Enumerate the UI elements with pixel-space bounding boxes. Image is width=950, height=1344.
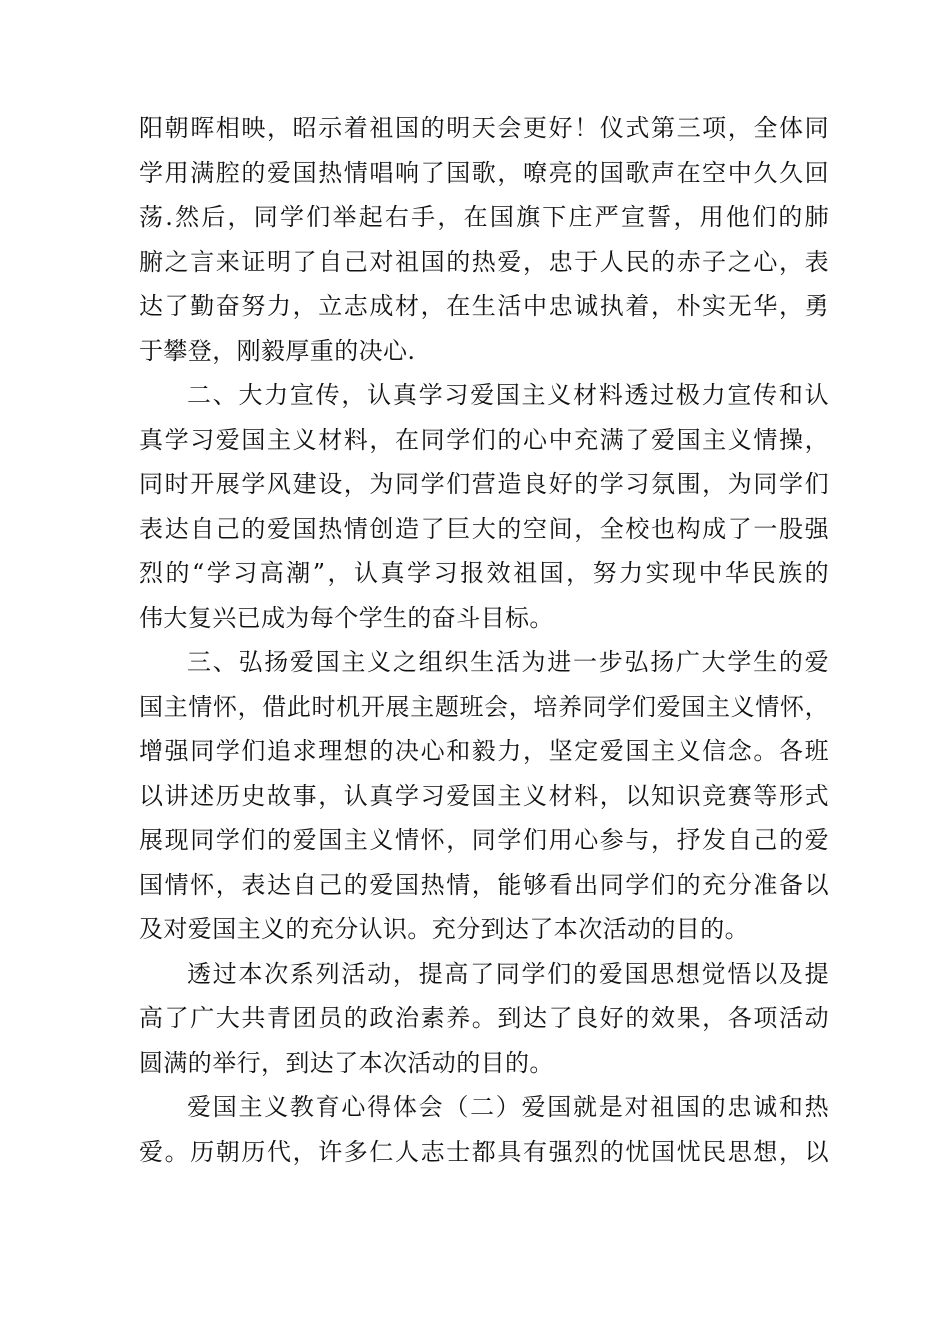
text-line: 真学习爱国主义材料，在同学们的心中充满了爱国主义情操， (139, 425, 829, 454)
paragraph-1 (139, 106, 829, 373)
text-line: 爱。历朝历代，许多仁人志士都具有强烈的忧国忧民思想，以 (139, 1137, 829, 1166)
text-line: 增强同学们追求理想的决心和毅力，坚定爱国主义信念。各班 (139, 737, 829, 765)
text-line: 展现同学们的爱国主义情怀，同学们用心参与，抒发自己的爱 (139, 826, 829, 854)
document-body (139, 106, 829, 1174)
paragraph-4 (139, 952, 829, 1086)
text-line: 三、弘扬爱国主义之组织生活为进一步弘扬广大学生的爱 (187, 648, 829, 676)
text-line: 高了广大共青团员的政治素养。到达了良好的效果，各项活动 (139, 1004, 829, 1032)
text-line: 爱国主义教育心得体会（二）爱国就是对祖国的忠诚和热 (187, 1093, 829, 1121)
text-line: 国主情怀，借此时机开展主题班会，培养同学们爱国主义情怀， (139, 692, 829, 721)
text-line: 表达自己的爱国热情创造了巨大的空间，全校也构成了一股强 (139, 514, 829, 543)
text-line: 腑之言来证明了自己对祖国的热爱，忠于人民的赤子之心，表 (139, 247, 829, 276)
text-line: 学用满腔的爱国热情唱响了国歌，嘹亮的国歌声在空中久久回 (139, 158, 829, 187)
text-line: 透过本次系列活动，提高了同学们的爱国思想觉悟以及提 (187, 959, 829, 988)
text-line: 及对爱国主义的充分认识。充分到达了本次活动的目的。 (139, 915, 749, 943)
text-line: 烈的“学习高潮”，认真学习报效祖国，努力实现中华民族的 (139, 559, 829, 587)
text-line: 阳朝晖相映，昭示着祖国的明天会更好！仪式第三项，全体同 (139, 114, 829, 142)
text-line: 二、大力宣传，认真学习爱国主义材料透过极力宣传和认 (187, 381, 829, 409)
text-line: 达了勤奋努力，立志成材，在生活中忠诚执着，朴实无华，勇 (139, 292, 829, 320)
text-line: 圆满的举行，到达了本次活动的目的。 (139, 1048, 554, 1077)
text-line: 伟大复兴已成为每个学生的奋斗目标。 (139, 603, 554, 632)
text-line: 以讲述历史故事，认真学习爱国主义材料，以知识竞赛等形式 (139, 781, 829, 810)
paragraph-3 (139, 640, 829, 952)
paragraph-2 (139, 373, 829, 640)
text-line: 国情怀，表达自己的爱国热情，能够看出同学们的充分准备以 (139, 870, 829, 899)
text-line: 于攀登，刚毅厚重的决心. (139, 336, 416, 365)
paragraph-5 (139, 1085, 829, 1174)
text-line: 荡.然后，同学们举起右手，在国旗下庄严宣誓，用他们的肺 (139, 203, 829, 231)
text-line: 同时开展学风建设，为同学们营造良好的学习氛围，为同学们 (139, 470, 829, 498)
